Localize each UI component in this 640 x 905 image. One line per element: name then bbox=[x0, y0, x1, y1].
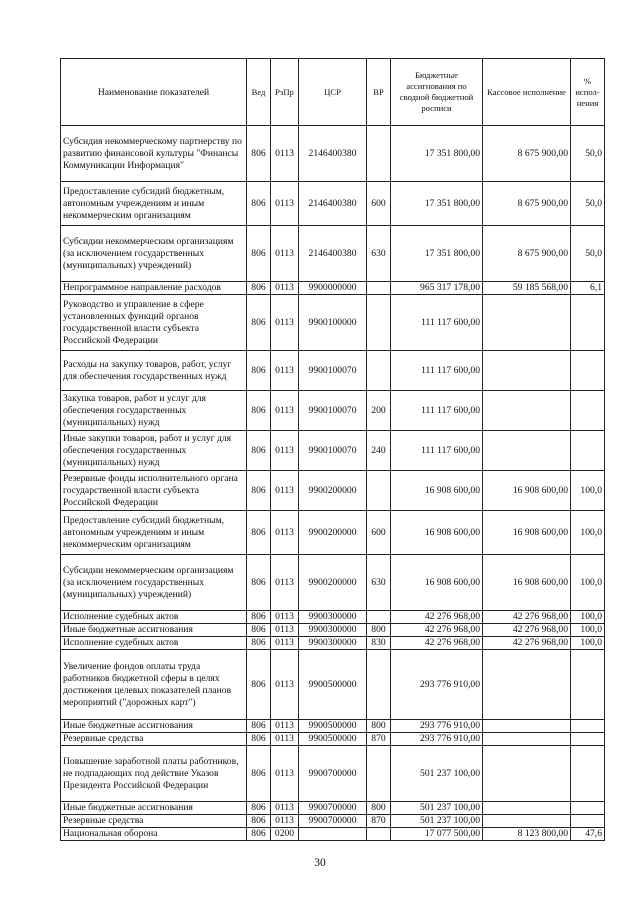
cell-ved: 806 bbox=[247, 471, 271, 511]
cell-ved: 806 bbox=[247, 733, 271, 746]
cell-csr: 9900200000 bbox=[299, 471, 367, 511]
cell-csr: 2146400380 bbox=[299, 182, 367, 226]
header-assignments: Бюджетные ассигнования по сводной бюджетной росписи bbox=[391, 59, 483, 126]
cell-vr: 830 bbox=[367, 637, 391, 650]
cell-assign: 42 276 968,00 bbox=[391, 637, 483, 650]
cell-vr bbox=[367, 282, 391, 295]
cell-pct: 100,0 bbox=[571, 511, 605, 555]
cell-ved: 806 bbox=[247, 815, 271, 828]
cell-pct: 100,0 bbox=[571, 637, 605, 650]
cell-cash: 16 908 600,00 bbox=[483, 471, 571, 511]
cell-vr bbox=[367, 126, 391, 182]
table-row bbox=[61, 431, 605, 471]
cell-ved: 806 bbox=[247, 182, 271, 226]
cell-csr: 9900200000 bbox=[299, 555, 367, 611]
table-row bbox=[61, 733, 605, 746]
cell-pct bbox=[571, 650, 605, 720]
cell-assign: 501 237 100,00 bbox=[391, 746, 483, 802]
cell-vr bbox=[367, 828, 391, 841]
cell-assign: 111 117 600,00 bbox=[391, 391, 483, 431]
cell-pct bbox=[571, 391, 605, 431]
table-row bbox=[61, 471, 605, 511]
table-row bbox=[61, 555, 605, 611]
cell-vr bbox=[367, 471, 391, 511]
table-row bbox=[61, 637, 605, 650]
cell-name: Закупка товаров, работ и услуг для обеспечения государственных (муниципальных) нужд bbox=[61, 391, 247, 431]
cell-cash bbox=[483, 746, 571, 802]
cell-ved: 806 bbox=[247, 126, 271, 182]
cell-ved: 806 bbox=[247, 511, 271, 555]
cell-cash bbox=[483, 431, 571, 471]
cell-csr: 9900100070 bbox=[299, 391, 367, 431]
table-row bbox=[61, 295, 605, 351]
cell-ved: 806 bbox=[247, 637, 271, 650]
cell-rzpr: 0113 bbox=[271, 511, 299, 555]
table-row bbox=[61, 611, 605, 624]
cell-cash: 8 675 900,00 bbox=[483, 126, 571, 182]
cell-ved: 806 bbox=[247, 555, 271, 611]
cell-csr: 9900500000 bbox=[299, 650, 367, 720]
cell-csr bbox=[299, 828, 367, 841]
cell-rzpr: 0113 bbox=[271, 637, 299, 650]
table-header-row bbox=[61, 59, 605, 126]
table-row bbox=[61, 226, 605, 282]
cell-rzpr: 0113 bbox=[271, 650, 299, 720]
cell-cash: 16 908 600,00 bbox=[483, 555, 571, 611]
cell-vr: 600 bbox=[367, 182, 391, 226]
cell-assign: 293 776 910,00 bbox=[391, 733, 483, 746]
cell-csr: 2146400380 bbox=[299, 226, 367, 282]
cell-csr: 9900500000 bbox=[299, 720, 367, 733]
cell-assign: 293 776 910,00 bbox=[391, 650, 483, 720]
cell-name: Увеличение фондов оплаты труда работников бюджетной сферы в целях достижения целевых показателей планов мероприятий ("дорожных карт") bbox=[61, 650, 247, 720]
cell-name: Предоставление субсидий бюджетным, автономным учреждениям и иным некоммерческим организациям bbox=[61, 511, 247, 555]
cell-csr: 9900100000 bbox=[299, 295, 367, 351]
cell-name: Субсидии некоммерческим организациям (за исключением государственных (муниципальных) учреждений) bbox=[61, 555, 247, 611]
cell-ved: 806 bbox=[247, 802, 271, 815]
cell-name: Исполнение судебных актов bbox=[61, 637, 247, 650]
cell-cash bbox=[483, 391, 571, 431]
cell-csr: 9900700000 bbox=[299, 802, 367, 815]
cell-pct: 50,0 bbox=[571, 182, 605, 226]
cell-ved: 806 bbox=[247, 624, 271, 637]
cell-pct bbox=[571, 802, 605, 815]
cell-assign: 17 351 800,00 bbox=[391, 126, 483, 182]
header-cash-execution: Кассовое исполнение bbox=[483, 59, 571, 126]
cell-assign: 42 276 968,00 bbox=[391, 611, 483, 624]
cell-name: Резервные средства bbox=[61, 815, 247, 828]
cell-rzpr: 0113 bbox=[271, 802, 299, 815]
cell-rzpr: 0113 bbox=[271, 295, 299, 351]
cell-name: Расходы на закупку товаров, работ, услуг для обеспечения государственных нужд bbox=[61, 351, 247, 391]
cell-rzpr: 0113 bbox=[271, 226, 299, 282]
cell-assign: 501 237 100,00 bbox=[391, 815, 483, 828]
cell-csr: 9900300000 bbox=[299, 611, 367, 624]
table-row bbox=[61, 391, 605, 431]
cell-vr: 870 bbox=[367, 815, 391, 828]
cell-pct bbox=[571, 295, 605, 351]
cell-name: Иные закупки товаров, работ и услуг для обеспечения государственных (муниципальных) нужд bbox=[61, 431, 247, 471]
cell-vr: 600 bbox=[367, 511, 391, 555]
cell-vr: 630 bbox=[367, 555, 391, 611]
cell-ved: 806 bbox=[247, 746, 271, 802]
cell-name: Непрограммное направление расходов bbox=[61, 282, 247, 295]
table-row bbox=[61, 746, 605, 802]
cell-vr bbox=[367, 611, 391, 624]
cell-csr: 9900300000 bbox=[299, 637, 367, 650]
cell-name: Повышение заработной платы работников, не подпадающих под действие Указов Президента Российской Федерации bbox=[61, 746, 247, 802]
cell-assign: 111 117 600,00 bbox=[391, 431, 483, 471]
cell-pct bbox=[571, 720, 605, 733]
cell-cash: 42 276 968,00 bbox=[483, 624, 571, 637]
cell-cash: 8 123 800,00 bbox=[483, 828, 571, 841]
cell-assign: 501 237 100,00 bbox=[391, 802, 483, 815]
cell-name: Субсидии некоммерческим организациям (за исключением государственных (муниципальных) учреждений) bbox=[61, 226, 247, 282]
cell-rzpr: 0113 bbox=[271, 555, 299, 611]
cell-name: Субсидия некоммерческому партнерству по развитию финансовой культуры "Финансы Коммуникации Информация" bbox=[61, 126, 247, 182]
cell-vr: 870 bbox=[367, 733, 391, 746]
cell-name: Резервные фонды исполнительного органа государственной власти субъекта Российской Федерации bbox=[61, 471, 247, 511]
cell-name: Предоставление субсидий бюджетным, автономным учреждениям и иным некоммерческим организациям bbox=[61, 182, 247, 226]
header-vr: ВР bbox=[367, 59, 391, 126]
cell-rzpr: 0200 bbox=[271, 828, 299, 841]
header-name: Наименование показателей bbox=[61, 59, 247, 126]
cell-pct: 100,0 bbox=[571, 624, 605, 637]
cell-name: Иные бюджетные ассигнования bbox=[61, 624, 247, 637]
cell-rzpr: 0113 bbox=[271, 720, 299, 733]
table-row bbox=[61, 720, 605, 733]
cell-csr: 9900200000 bbox=[299, 511, 367, 555]
cell-vr bbox=[367, 746, 391, 802]
header-ved: Вед bbox=[247, 59, 271, 126]
cell-rzpr: 0113 bbox=[271, 282, 299, 295]
cell-cash bbox=[483, 815, 571, 828]
table-row bbox=[61, 828, 605, 841]
cell-vr: 200 bbox=[367, 391, 391, 431]
cell-name: Резервные средства bbox=[61, 733, 247, 746]
cell-ved: 806 bbox=[247, 828, 271, 841]
cell-rzpr: 0113 bbox=[271, 391, 299, 431]
cell-ved: 806 bbox=[247, 282, 271, 295]
cell-assign: 17 077 500,00 bbox=[391, 828, 483, 841]
cell-assign: 16 908 600,00 bbox=[391, 555, 483, 611]
cell-assign: 16 908 600,00 bbox=[391, 471, 483, 511]
cell-rzpr: 0113 bbox=[271, 431, 299, 471]
cell-pct bbox=[571, 815, 605, 828]
cell-pct: 100,0 bbox=[571, 471, 605, 511]
cell-ved: 806 bbox=[247, 720, 271, 733]
cell-cash: 8 675 900,00 bbox=[483, 226, 571, 282]
table-row bbox=[61, 182, 605, 226]
cell-name: Руководство и управление в сфере установленных функций органов государственной власти субъекта Российской Федерации bbox=[61, 295, 247, 351]
cell-vr: 800 bbox=[367, 720, 391, 733]
cell-vr bbox=[367, 295, 391, 351]
cell-cash: 59 185 568,00 bbox=[483, 282, 571, 295]
cell-assign: 293 776 910,00 bbox=[391, 720, 483, 733]
cell-pct bbox=[571, 431, 605, 471]
cell-cash bbox=[483, 295, 571, 351]
cell-csr: 9900700000 bbox=[299, 746, 367, 802]
cell-rzpr: 0113 bbox=[271, 471, 299, 511]
header-execution-percent: % испол-нения bbox=[571, 59, 605, 126]
cell-vr: 630 bbox=[367, 226, 391, 282]
cell-cash bbox=[483, 650, 571, 720]
cell-ved: 806 bbox=[247, 650, 271, 720]
cell-assign: 111 117 600,00 bbox=[391, 295, 483, 351]
cell-cash bbox=[483, 802, 571, 815]
cell-vr: 800 bbox=[367, 624, 391, 637]
cell-csr: 9900100070 bbox=[299, 431, 367, 471]
table-row bbox=[61, 802, 605, 815]
cell-name: Национальная оборона bbox=[61, 828, 247, 841]
cell-csr: 2146400380 bbox=[299, 126, 367, 182]
cell-ved: 806 bbox=[247, 431, 271, 471]
table-row bbox=[61, 282, 605, 295]
cell-csr: 9900100070 bbox=[299, 351, 367, 391]
cell-csr: 9900300000 bbox=[299, 624, 367, 637]
cell-pct bbox=[571, 746, 605, 802]
cell-rzpr: 0113 bbox=[271, 624, 299, 637]
table-row bbox=[61, 650, 605, 720]
cell-ved: 806 bbox=[247, 391, 271, 431]
cell-pct: 50,0 bbox=[571, 226, 605, 282]
cell-rzpr: 0113 bbox=[271, 611, 299, 624]
cell-ved: 806 bbox=[247, 226, 271, 282]
page-number: 30 bbox=[314, 857, 326, 869]
cell-assign: 17 351 800,00 bbox=[391, 182, 483, 226]
cell-ved: 806 bbox=[247, 295, 271, 351]
cell-cash: 16 908 600,00 bbox=[483, 511, 571, 555]
table-row bbox=[61, 815, 605, 828]
cell-pct: 6,1 bbox=[571, 282, 605, 295]
cell-assign: 111 117 600,00 bbox=[391, 351, 483, 391]
budget-table bbox=[60, 58, 605, 841]
cell-pct bbox=[571, 733, 605, 746]
cell-cash bbox=[483, 351, 571, 391]
cell-cash: 42 276 968,00 bbox=[483, 637, 571, 650]
table-row bbox=[61, 126, 605, 182]
cell-csr: 9900500000 bbox=[299, 733, 367, 746]
cell-ved: 806 bbox=[247, 351, 271, 391]
table-row bbox=[61, 511, 605, 555]
cell-assign: 965 317 178,00 bbox=[391, 282, 483, 295]
cell-pct bbox=[571, 351, 605, 391]
header-rzpr: РзПр bbox=[271, 59, 299, 126]
cell-csr: 9900700000 bbox=[299, 815, 367, 828]
cell-pct: 100,0 bbox=[571, 555, 605, 611]
cell-rzpr: 0113 bbox=[271, 126, 299, 182]
cell-rzpr: 0113 bbox=[271, 815, 299, 828]
cell-assign: 16 908 600,00 bbox=[391, 511, 483, 555]
table-row bbox=[61, 624, 605, 637]
header-csr: ЦСР bbox=[299, 59, 367, 126]
cell-vr: 240 bbox=[367, 431, 391, 471]
cell-cash: 42 276 968,00 bbox=[483, 611, 571, 624]
cell-name: Исполнение судебных актов bbox=[61, 611, 247, 624]
cell-vr: 800 bbox=[367, 802, 391, 815]
cell-rzpr: 0113 bbox=[271, 182, 299, 226]
cell-name: Иные бюджетные ассигнования bbox=[61, 720, 247, 733]
cell-assign: 42 276 968,00 bbox=[391, 624, 483, 637]
table-body bbox=[61, 126, 605, 841]
cell-pct: 100,0 bbox=[571, 611, 605, 624]
cell-vr bbox=[367, 351, 391, 391]
cell-rzpr: 0113 bbox=[271, 351, 299, 391]
cell-pct: 47,6 bbox=[571, 828, 605, 841]
cell-pct: 50,0 bbox=[571, 126, 605, 182]
cell-cash: 8 675 900,00 bbox=[483, 182, 571, 226]
cell-name: Иные бюджетные ассигнования bbox=[61, 802, 247, 815]
cell-cash bbox=[483, 720, 571, 733]
cell-csr: 9900000000 bbox=[299, 282, 367, 295]
cell-vr bbox=[367, 650, 391, 720]
cell-ved: 806 bbox=[247, 611, 271, 624]
cell-rzpr: 0113 bbox=[271, 746, 299, 802]
cell-rzpr: 0113 bbox=[271, 733, 299, 746]
cell-assign: 17 351 800,00 bbox=[391, 226, 483, 282]
cell-cash bbox=[483, 733, 571, 746]
table-row bbox=[61, 351, 605, 391]
